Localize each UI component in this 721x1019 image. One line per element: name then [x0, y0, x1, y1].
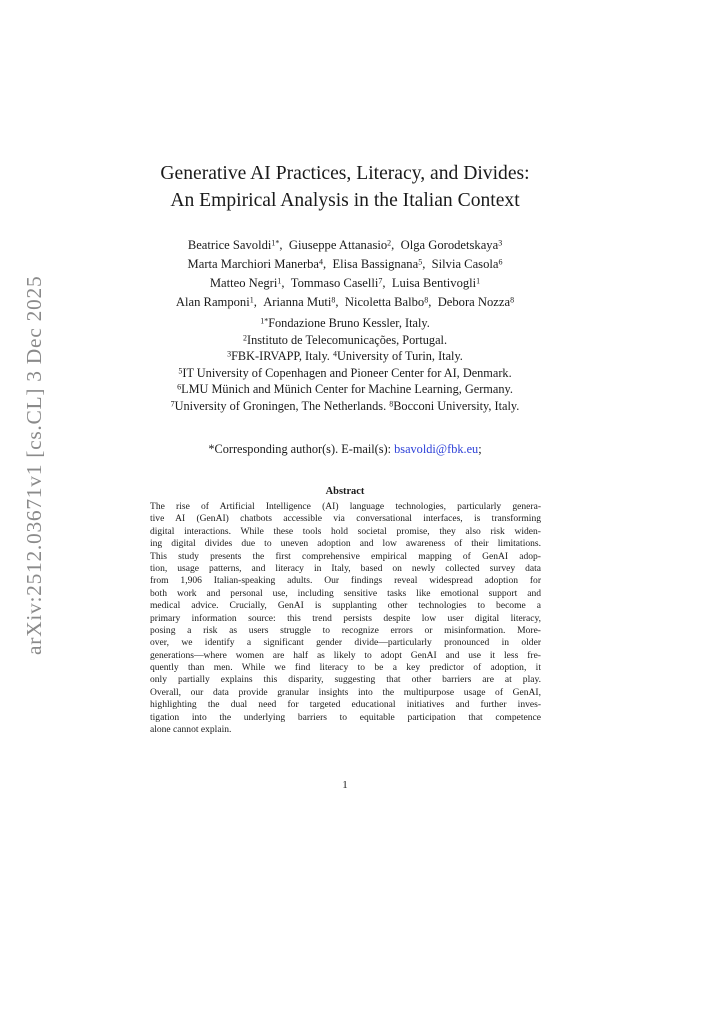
- affiliation-marker: 4: [332, 349, 337, 359]
- abstract-line: posing a risk as users struggle to recognize errors or misinformation. More-: [150, 624, 541, 636]
- abstract-heading: Abstract: [325, 486, 365, 497]
- author-line: Alan Ramponi$^1$, Arianna Muti$^8$, Nicoletta Balbo$^8$, Debora Nozza$^8$: [175, 295, 515, 309]
- affiliation-marker: 2: [242, 332, 247, 342]
- paper-title: [100, 160, 590, 214]
- author-affiliation-marker: 3: [498, 238, 503, 248]
- author-name: Silvia Casola: [431, 257, 499, 271]
- abstract-line: Overall, our data provide granular insights into the multipurpose usage of GenAI,: [150, 686, 541, 698]
- author-name: Luisa Bentivogli: [391, 276, 477, 290]
- corresponding-email-link[interactable]: bsavoldi@fbk.eu: [394, 442, 479, 456]
- affiliation-line: [100, 332, 590, 349]
- affiliation-marker: 6: [177, 382, 182, 392]
- abstract-line: highlighting the dual need for targeted educational initiatives and further inves-: [150, 699, 541, 711]
- author-affiliation-marker: 1: [249, 295, 254, 305]
- abstract-line: tigation into the underlying barriers to equitable participation that competence: [150, 711, 541, 723]
- title-line-2: An Empirical Analysis in the Italian Context: [170, 190, 520, 211]
- author-affiliation-marker: 8: [510, 295, 515, 305]
- abstract-line: ing digital divides due to uneven adoption and low awareness of their limitations.: [150, 538, 541, 550]
- author-affiliation-marker: 8: [331, 295, 336, 305]
- abstract-line: medical advice. Crucially, GenAI is supplanting other technologies to become a: [150, 600, 541, 612]
- author-list: [100, 236, 590, 312]
- abstract-body: [150, 501, 541, 736]
- author-name: Giuseppe Attanasio: [288, 238, 388, 252]
- abstract-line: both work and personal use, including sensitive tasks like emotional support and: [150, 587, 541, 599]
- author-name: Elisa Bassignana: [332, 257, 419, 271]
- affiliation-marker: 7: [170, 398, 175, 408]
- affiliation-line: [100, 398, 590, 415]
- affiliation-list: [100, 315, 590, 414]
- corresponding-author-suffix: ;: [478, 442, 482, 456]
- author-affiliation-marker: 4: [319, 257, 324, 267]
- affiliation-marker: 1*: [260, 316, 269, 326]
- affiliation-marker: 5: [178, 365, 183, 375]
- author-line: Matteo Negri$^1$, Tommaso Caselli$^7$, Luisa Bentivogli$^1$: [209, 276, 481, 290]
- affiliation-text: Bocconi University, Italy.: [393, 398, 520, 413]
- abstract-line: alone cannot explain.: [150, 724, 232, 736]
- affiliation-text: LMU Münich and Münich Center for Machine Learning, Germany.: [181, 382, 513, 396]
- abstract-line: tive AI (GenAI) chatbots accessible via conversational interfaces, is transforming: [150, 513, 541, 525]
- author-line: Marta Marchiori Manerba$^4$, Elisa Bassignana$^5$, Silvia Casola$^6$: [187, 257, 503, 271]
- affiliation-line: [100, 348, 590, 365]
- corresponding-author-label: *Corresponding author(s). E-mail(s):: [208, 442, 395, 456]
- affiliation-marker: 8: [389, 398, 394, 408]
- author-affiliation-marker: 1*: [271, 238, 280, 248]
- author-name: Tommaso Caselli: [290, 276, 379, 290]
- affiliation-text: FBK-IRVAPP, Italy.: [231, 349, 333, 363]
- abstract-line: generations—where women are half as likely to adopt GenAI and use it less fre-: [150, 649, 541, 661]
- affiliation-line: [100, 315, 590, 332]
- abstract-line: only partially explains this disparity, suggesting that other barriers are at play.: [150, 674, 541, 686]
- affiliation-line: [100, 381, 590, 398]
- abstract-line: from 1,906 Italian-speaking adults. Our findings reveal widespread adoption for: [150, 575, 541, 587]
- abstract-line: primary information source: this trend persists despite low user digital literacy,: [150, 612, 541, 624]
- affiliation-text: IT University of Copenhagen and Pioneer Center for AI, Denmark.: [182, 365, 512, 380]
- affiliation-text: Instituto de Telecomunicações, Portugal.: [246, 332, 448, 347]
- author-affiliation-marker: 5: [418, 257, 423, 267]
- author-affiliation-marker: 8: [424, 295, 429, 305]
- affiliation-text: University of Turin, Italy.: [336, 349, 463, 363]
- author-name: Nicoletta Balbo: [344, 295, 425, 309]
- title-line-1: Generative AI Practices, Literacy, and Divides:: [160, 163, 530, 184]
- corresponding-author-note: [100, 441, 590, 457]
- author-name: Arianna Muti: [263, 295, 332, 309]
- author-name: Alan Ramponi: [175, 295, 250, 309]
- author-name: Olga Gorodetskaya: [400, 238, 499, 252]
- abstract-line: digital interactions. While these tools hold societal promise, they also risk widen-: [150, 525, 541, 537]
- abstract-line: quently than men. While we find literacy to be a key predictor of adoption, it: [150, 662, 541, 674]
- author-name: Beatrice Savoldi: [187, 238, 272, 252]
- author-affiliation-marker: 2: [387, 238, 392, 248]
- affiliation-text: Fondazione Bruno Kessler, Italy.: [268, 316, 430, 330]
- affiliation-line: [100, 365, 590, 382]
- page-number: 1: [342, 779, 348, 791]
- author-affiliation-marker: 6: [498, 257, 503, 267]
- affiliation-text: University of Groningen, The Netherlands.: [174, 398, 390, 413]
- author-name: Matteo Negri: [209, 276, 278, 290]
- author-affiliation-marker: 1: [277, 276, 282, 286]
- abstract-line: The rise of Artificial Intelligence (AI) language technologies, particularly genera-: [150, 501, 541, 512]
- author-affiliation-marker: 7: [378, 276, 383, 286]
- author-name: Debora Nozza: [437, 295, 511, 309]
- author-affiliation-marker: 1: [476, 276, 481, 286]
- affiliation-marker: 3: [227, 349, 232, 359]
- abstract-line: This study presents the first comprehensive empirical mapping of GenAI adop-: [150, 550, 541, 562]
- abstract-line: tion, usage patterns, and literacy in Italy, based on newly collected survey data: [150, 562, 541, 574]
- arxiv-identifier-stamp: arXiv:2512.03671v1 [cs.CL] 3 Dec 2025: [22, 275, 46, 655]
- author-name: Marta Marchiori Manerba: [187, 257, 320, 271]
- abstract-line: over, we identify a significant gender divide—particularly pronounced in older: [150, 637, 541, 649]
- author-line: Beatrice Savoldi$^{1*}$, Giuseppe Attanasio$^2$, Olga Gorodetskaya$^3$: [187, 238, 503, 252]
